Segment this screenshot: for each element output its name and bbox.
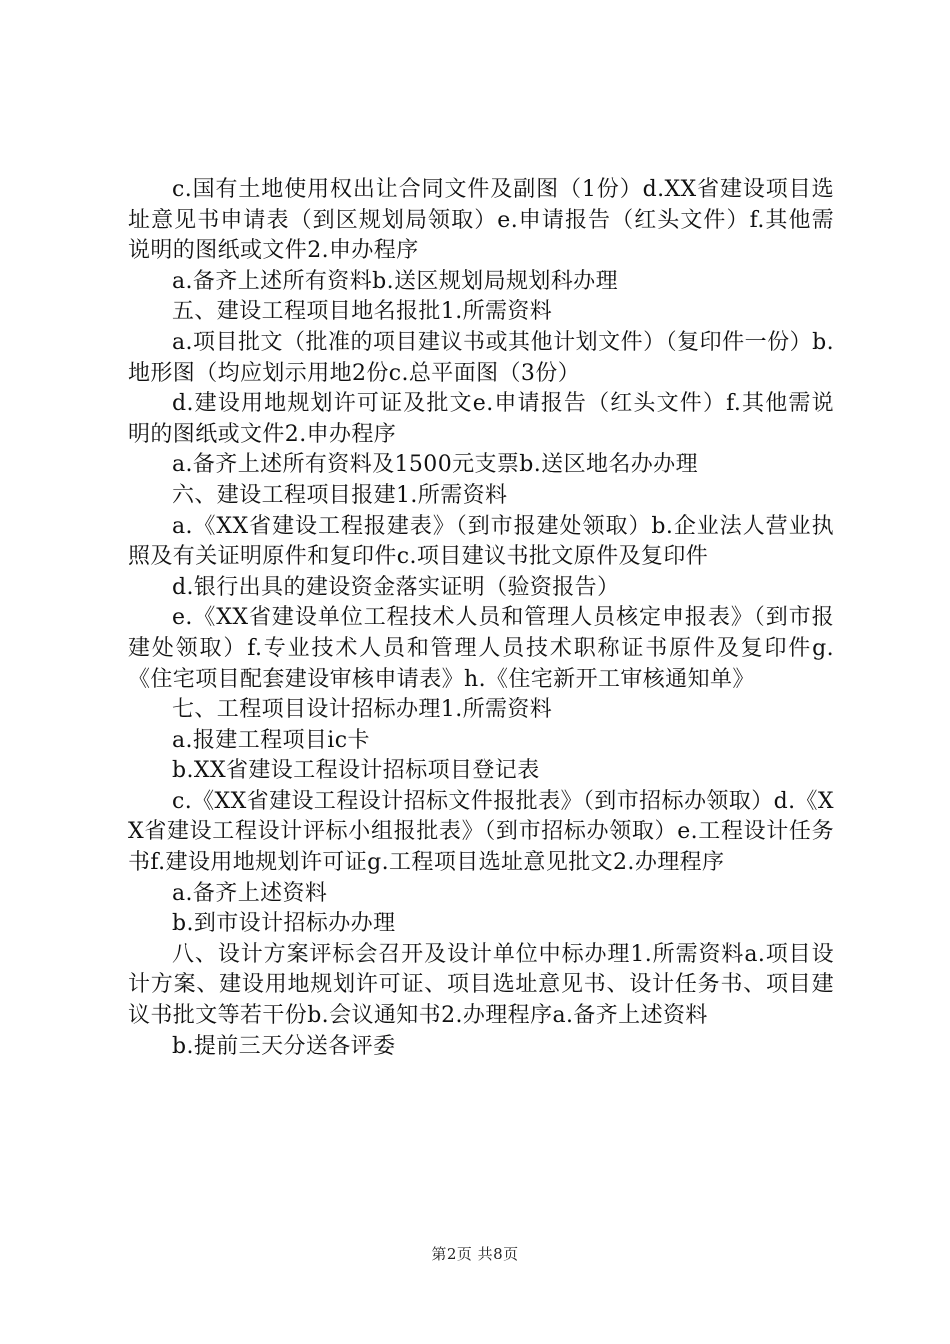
paragraph: e.《XX省建设单位工程技术人员和管理人员核定申报表》（到市报建处领取）f.专业技术人员和管理人员技术职称证书原件及复印件g.《住宅项目配套建设审核申请表》h.《住宅新开工审核通知单》 (128, 605, 834, 692)
paragraph: b.到市设计招标办办理 (172, 911, 396, 937)
paragraph: b.XX省建设工程设计招标项目登记表 (172, 758, 540, 784)
paragraph: c.《XX省建设工程设计招标文件报批表》（到市招标办领取）d.《XX省建设工程设计评标小组报批表》（到市招标办领取）e.工程设计任务书f.建设用地规划许可证g.工程项目选址意见批文2.办理程序 (128, 788, 834, 876)
paragraph: b.提前三天分送各评委 (172, 1033, 396, 1059)
paragraph: c.国有土地使用权出让合同文件及副图（1份）d.XX省建设项目选址意见书申请表（到区规划局领取）e.申请报告（红头文件）f.其他需说明的图纸或文件2.申办程序 (128, 177, 834, 264)
paragraph: a.备齐上述所有资料b.送区规划局规划科办理 (172, 268, 618, 294)
paragraph: d.银行出具的建设资金落实证明（验资报告） (172, 574, 620, 600)
section-heading: 五、建设工程项目地名报批1.所需资料 (172, 299, 553, 325)
paragraph: a.报建工程项目ic卡 (172, 727, 370, 753)
paragraph: a.《XX省建设工程报建表》（到市报建处领取）b.企业法人营业执照及有关证明原件和复印件c.项目建议书批文原件及复印件 (128, 513, 834, 570)
section-heading: 六、建设工程项目报建1.所需资料 (172, 482, 508, 508)
page-number-footer: 第2页 共8页 (431, 1245, 519, 1263)
section-heading: 八、设计方案评标会召开及设计单位中标办理1.所需资料a.项目设计方案、建设用地规划许可证、项目选址意见书、设计任务书、项目建议书批文等若干份b.会议通知书2.办理程序a.备齐上述资料 (128, 941, 834, 1029)
document-body (128, 175, 834, 1062)
paragraph: a.备齐上述资料 (172, 880, 328, 906)
paragraph: a.项目批文（批准的项目建议书或其他计划文件）（复印件一份）b.地形图（均应划示用地2份c.总平面图（3份） (128, 329, 834, 386)
section-heading: 七、工程项目设计招标办理1.所需资料 (172, 697, 553, 723)
paragraph: a.备齐上述所有资料及1500元支票b.送区地名办办理 (172, 452, 698, 478)
paragraph: d.建设用地规划许可证及批文e.申请报告（红头文件）f.其他需说明的图纸或文件2.申办程序 (128, 391, 834, 447)
